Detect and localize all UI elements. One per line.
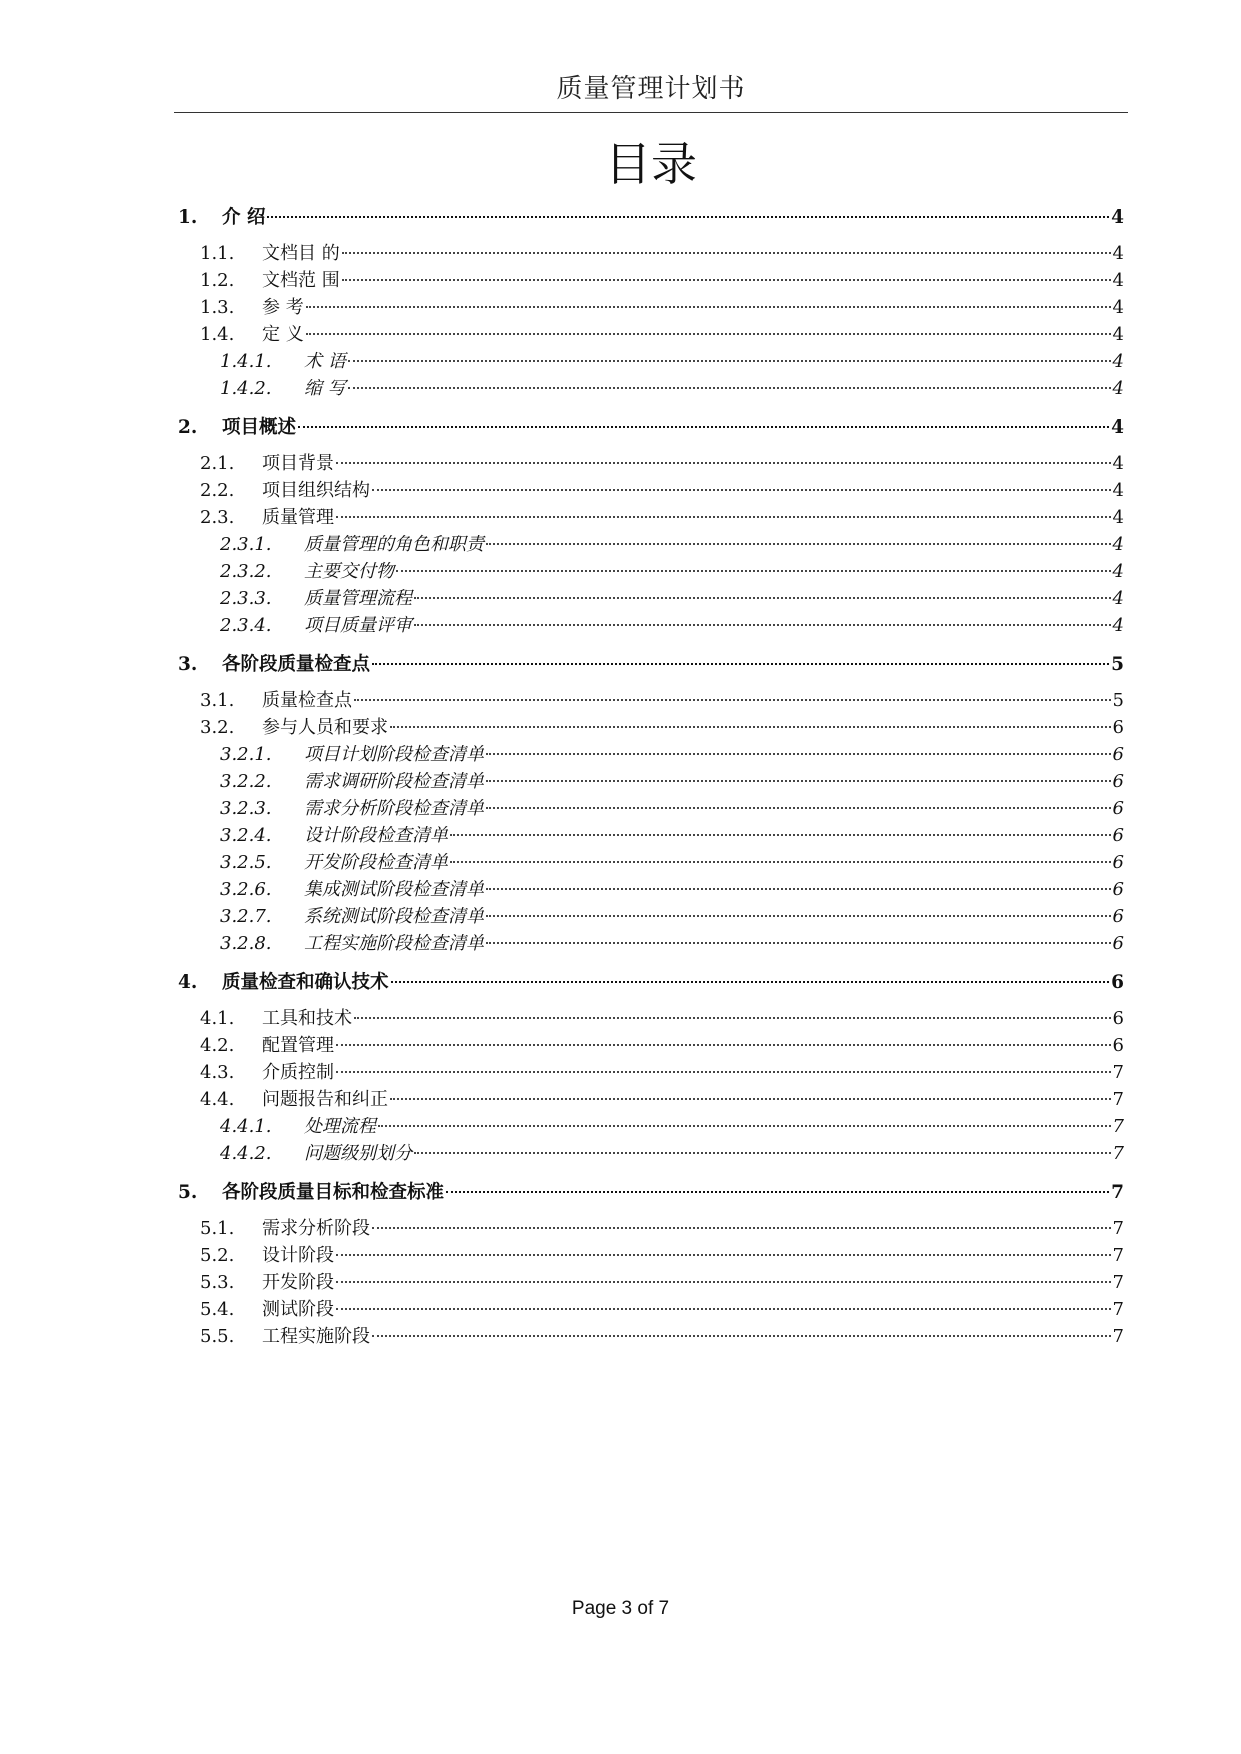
toc-dot-leader xyxy=(486,753,1111,755)
toc-entry-title: 需求分析阶段 xyxy=(262,1218,370,1239)
toc-entry-page-number: 7 xyxy=(1112,1272,1124,1293)
toc-entry-level-1[interactable] xyxy=(178,651,1124,679)
toc-entry-title: 需求调研阶段检查清单 xyxy=(304,771,484,792)
toc-entry-level-3[interactable] xyxy=(178,585,1124,612)
toc-entry-level-2[interactable] xyxy=(178,1215,1124,1242)
toc-entry-title: 开发阶段 xyxy=(262,1272,334,1293)
toc-entry-level-3[interactable] xyxy=(178,348,1124,375)
toc-dot-leader xyxy=(372,1227,1111,1229)
toc-entry-title: 参 考 xyxy=(262,297,304,318)
toc-entry-page-number: 4 xyxy=(1112,297,1124,318)
toc-dot-leader xyxy=(306,306,1111,308)
toc-dot-leader xyxy=(486,915,1111,917)
toc-entry-level-2[interactable] xyxy=(178,1269,1124,1296)
toc-entry-title: 参与人员和要求 xyxy=(262,717,388,738)
toc-entry-number: 4.4.2. xyxy=(220,1143,272,1164)
toc-entry-title: 质量检查点 xyxy=(262,690,352,711)
toc-entry-number: 3.2.8. xyxy=(220,933,272,954)
toc-entry-title: 开发阶段检查清单 xyxy=(304,852,448,873)
toc-entry-number: 3.2.5. xyxy=(220,852,272,873)
toc-dot-leader xyxy=(372,663,1109,665)
table-of-contents xyxy=(178,204,1124,1350)
toc-entry-level-2[interactable] xyxy=(178,267,1124,294)
page-header-title: 质量管理计划书 xyxy=(556,74,746,104)
toc-entry-level-1[interactable] xyxy=(178,414,1124,442)
toc-dot-leader xyxy=(446,1191,1109,1193)
header-divider xyxy=(174,112,1128,113)
toc-entry-level-2[interactable] xyxy=(178,714,1124,741)
toc-entry-number: 5. xyxy=(178,1182,198,1203)
toc-entry-title: 工程实施阶段 xyxy=(262,1326,370,1347)
toc-entry-title: 介 绍 xyxy=(222,207,266,228)
toc-dot-leader xyxy=(348,360,1111,362)
toc-entry-page-number: 7 xyxy=(1112,1299,1124,1320)
toc-entry-page-number: 4 xyxy=(1112,270,1124,291)
toc-dot-leader xyxy=(336,462,1111,464)
toc-entry-number: 1.2. xyxy=(200,270,235,291)
toc-dot-leader xyxy=(298,426,1109,428)
toc-entry-level-3[interactable] xyxy=(178,531,1124,558)
toc-entry-page-number: 4 xyxy=(1112,588,1124,609)
toc-entry-page-number: 6 xyxy=(1112,1035,1124,1056)
toc-entry-level-2[interactable] xyxy=(178,1323,1124,1350)
toc-entry-level-3[interactable] xyxy=(178,612,1124,639)
toc-entry-number: 3.2.4. xyxy=(220,825,272,846)
toc-entry-level-2[interactable] xyxy=(178,1005,1124,1032)
toc-entry-page-number: 7 xyxy=(1112,1326,1124,1347)
toc-entry-page-number: 7 xyxy=(1112,1062,1124,1083)
toc-dot-leader xyxy=(486,942,1111,944)
toc-entry-number: 4.3. xyxy=(200,1062,235,1083)
toc-entry-number: 2.3.4. xyxy=(220,615,272,636)
toc-entry-level-1[interactable] xyxy=(178,969,1124,997)
toc-entry-page-number: 7 xyxy=(1112,1116,1124,1137)
toc-entry-title: 质量管理流程 xyxy=(304,588,412,609)
toc-entry-level-2[interactable] xyxy=(178,1032,1124,1059)
toc-entry-title: 需求分析阶段检查清单 xyxy=(304,798,484,819)
toc-entry-page-number: 4 xyxy=(1112,351,1124,372)
toc-entry-title: 处理流程 xyxy=(304,1116,376,1137)
toc-entry-number: 3.2. xyxy=(200,717,235,738)
toc-entry-level-3[interactable] xyxy=(178,375,1124,402)
toc-entry-number: 3.2.3. xyxy=(220,798,272,819)
toc-entry-page-number: 4 xyxy=(1112,378,1124,399)
toc-dot-leader xyxy=(486,780,1111,782)
toc-entry-page-number: 4 xyxy=(1112,615,1124,636)
toc-entry-number: 4.4.1. xyxy=(220,1116,272,1137)
toc-entry-number: 5.5. xyxy=(200,1326,235,1347)
toc-entry-title: 项目质量评审 xyxy=(304,615,412,636)
toc-entry-title: 配置管理 xyxy=(262,1035,334,1056)
toc-entry-level-1[interactable] xyxy=(178,204,1124,232)
toc-entry-page-number: 7 xyxy=(1111,1182,1124,1203)
toc-entry-number: 3.1. xyxy=(200,690,235,711)
toc-entry-number: 1.1. xyxy=(200,243,235,264)
toc-entry-title: 各阶段质量目标和检查标准 xyxy=(222,1182,445,1203)
toc-entry-level-3[interactable] xyxy=(178,876,1124,903)
toc-dot-leader xyxy=(336,1254,1111,1256)
toc-entry-level-3[interactable] xyxy=(178,930,1124,957)
toc-entry-level-2[interactable] xyxy=(178,504,1124,531)
toc-entry-title: 介质控制 xyxy=(262,1062,334,1083)
toc-entry-number: 1. xyxy=(178,207,198,228)
toc-entry-title: 质量管理 xyxy=(262,507,334,528)
toc-entry-page-number: 5 xyxy=(1111,654,1124,675)
toc-entry-page-number: 6 xyxy=(1112,717,1124,738)
toc-entry-title: 术 语 xyxy=(304,351,346,372)
toc-entry-title: 质量管理的角色和职责 xyxy=(304,534,484,555)
toc-entry-level-3[interactable] xyxy=(178,1113,1124,1140)
toc-dot-leader xyxy=(336,1281,1111,1283)
toc-entry-number: 5.2. xyxy=(200,1245,235,1266)
toc-entry-level-2[interactable] xyxy=(178,1296,1124,1323)
toc-entry-title: 设计阶段检查清单 xyxy=(304,825,448,846)
toc-dot-leader xyxy=(372,489,1111,491)
toc-entry-title: 项目背景 xyxy=(262,453,334,474)
toc-entry-page-number: 6 xyxy=(1112,771,1124,792)
toc-entry-title: 各阶段质量检查点 xyxy=(222,654,371,675)
toc-dot-leader xyxy=(336,516,1111,518)
toc-entry-number: 5.4. xyxy=(200,1299,235,1320)
toc-entry-number: 3. xyxy=(178,654,198,675)
toc-dot-leader xyxy=(336,1044,1111,1046)
toc-dot-leader xyxy=(354,699,1111,701)
toc-entry-number: 2.3. xyxy=(200,507,235,528)
toc-entry-page-number: 4 xyxy=(1112,507,1124,528)
toc-entry-level-3[interactable] xyxy=(178,741,1124,768)
toc-entry-level-3[interactable] xyxy=(178,822,1124,849)
toc-entry-page-number: 4 xyxy=(1112,534,1124,555)
toc-entry-title: 系统测试阶段检查清单 xyxy=(304,906,484,927)
toc-entry-level-2[interactable] xyxy=(178,450,1124,477)
toc-dot-leader xyxy=(450,834,1111,836)
toc-entry-page-number: 4 xyxy=(1112,480,1124,501)
toc-entry-number: 1.4.1. xyxy=(220,351,272,372)
toc-entry-level-3[interactable] xyxy=(178,558,1124,585)
toc-dot-leader xyxy=(396,570,1111,572)
toc-entry-page-number: 4 xyxy=(1112,243,1124,264)
toc-entry-page-number: 6 xyxy=(1112,825,1124,846)
toc-entry-level-2[interactable] xyxy=(178,240,1124,267)
toc-dot-leader xyxy=(390,1098,1111,1100)
toc-entry-number: 4.1. xyxy=(200,1008,235,1029)
toc-dot-leader xyxy=(342,279,1111,281)
toc-entry-title: 设计阶段 xyxy=(262,1245,334,1266)
toc-entry-page-number: 6 xyxy=(1112,879,1124,900)
toc-entry-page-number: 4 xyxy=(1112,453,1124,474)
toc-dot-leader xyxy=(414,597,1111,599)
toc-entry-page-number: 4 xyxy=(1111,207,1124,228)
toc-entry-page-number: 6 xyxy=(1112,798,1124,819)
toc-entry-page-number: 5 xyxy=(1112,690,1124,711)
toc-heading: 目录 xyxy=(605,137,697,191)
toc-entry-level-2[interactable] xyxy=(178,321,1124,348)
toc-dot-leader xyxy=(486,807,1111,809)
toc-entry-page-number: 6 xyxy=(1112,933,1124,954)
toc-dot-leader xyxy=(391,981,1110,983)
toc-entry-title: 工具和技术 xyxy=(262,1008,352,1029)
toc-entry-number: 2.3.2. xyxy=(220,561,272,582)
toc-entry-number: 3.2.2. xyxy=(220,771,272,792)
toc-entry-number: 1.3. xyxy=(200,297,235,318)
toc-entry-number: 1.4. xyxy=(200,324,235,345)
toc-entry-title: 项目组织结构 xyxy=(262,480,370,501)
toc-entry-level-2[interactable] xyxy=(178,687,1124,714)
toc-entry-number: 2.2. xyxy=(200,480,235,501)
toc-entry-title: 问题报告和纠正 xyxy=(262,1089,388,1110)
toc-entry-page-number: 6 xyxy=(1111,972,1124,993)
toc-dot-leader xyxy=(306,333,1111,335)
toc-entry-page-number: 4 xyxy=(1112,561,1124,582)
toc-dot-leader xyxy=(486,543,1111,545)
toc-dot-leader xyxy=(378,1125,1111,1127)
toc-entry-number: 5.3. xyxy=(200,1272,235,1293)
page-number-footer: Page 3 of 7 xyxy=(571,1598,670,1619)
toc-entry-number: 2.3.3. xyxy=(220,588,272,609)
toc-dot-leader xyxy=(336,1308,1111,1310)
toc-entry-page-number: 7 xyxy=(1112,1143,1124,1164)
toc-dot-leader xyxy=(414,624,1111,626)
toc-entry-level-2[interactable] xyxy=(178,477,1124,504)
toc-entry-page-number: 4 xyxy=(1112,324,1124,345)
toc-entry-title: 主要交付物 xyxy=(304,561,394,582)
toc-dot-leader xyxy=(450,861,1111,863)
toc-entry-title: 项目计划阶段检查清单 xyxy=(304,744,484,765)
toc-entry-level-2[interactable] xyxy=(178,1242,1124,1269)
toc-entry-level-3[interactable] xyxy=(178,768,1124,795)
toc-entry-title: 定 义 xyxy=(262,324,304,345)
toc-entry-level-2[interactable] xyxy=(178,1086,1124,1113)
toc-entry-title: 工程实施阶段检查清单 xyxy=(304,933,484,954)
toc-entry-title: 文档目 的 xyxy=(262,243,340,264)
toc-entry-page-number: 6 xyxy=(1112,744,1124,765)
toc-entry-level-2[interactable] xyxy=(178,294,1124,321)
toc-entry-page-number: 6 xyxy=(1112,906,1124,927)
toc-entry-page-number: 7 xyxy=(1112,1245,1124,1266)
toc-entry-number: 3.2.6. xyxy=(220,879,272,900)
toc-entry-level-3[interactable] xyxy=(178,849,1124,876)
toc-dot-leader xyxy=(486,888,1111,890)
toc-entry-page-number: 6 xyxy=(1112,852,1124,873)
toc-entry-number: 4. xyxy=(178,972,198,993)
toc-entry-page-number: 6 xyxy=(1112,1008,1124,1029)
toc-entry-level-3[interactable] xyxy=(178,1140,1124,1167)
toc-entry-level-2[interactable] xyxy=(178,1059,1124,1086)
toc-entry-number: 2.3.1. xyxy=(220,534,272,555)
toc-dot-leader xyxy=(336,1071,1111,1073)
toc-entry-number: 2.1. xyxy=(200,453,235,474)
toc-entry-page-number: 7 xyxy=(1112,1089,1124,1110)
toc-entry-title: 问题级别划分 xyxy=(304,1143,412,1164)
toc-entry-number: 3.2.7. xyxy=(220,906,272,927)
toc-entry-number: 3.2.1. xyxy=(220,744,272,765)
toc-entry-number: 4.4. xyxy=(200,1089,235,1110)
toc-dot-leader xyxy=(342,252,1111,254)
toc-dot-leader xyxy=(267,216,1109,218)
toc-dot-leader xyxy=(354,1017,1111,1019)
toc-entry-page-number: 4 xyxy=(1111,417,1124,438)
toc-entry-title: 项目概述 xyxy=(222,417,297,438)
toc-entry-title: 集成测试阶段检查清单 xyxy=(304,879,484,900)
toc-entry-page-number: 7 xyxy=(1112,1218,1124,1239)
toc-dot-leader xyxy=(390,726,1111,728)
toc-entry-title: 测试阶段 xyxy=(262,1299,334,1320)
toc-entry-number: 4.2. xyxy=(200,1035,235,1056)
toc-entry-number: 2. xyxy=(178,417,198,438)
toc-entry-level-3[interactable] xyxy=(178,903,1124,930)
toc-entry-title: 缩 写 xyxy=(304,378,346,399)
toc-entry-title: 质量检查和确认技术 xyxy=(222,972,389,993)
toc-entry-title: 文档范 围 xyxy=(262,270,340,291)
toc-dot-leader xyxy=(414,1152,1111,1154)
toc-dot-leader xyxy=(348,387,1111,389)
toc-entry-level-1[interactable] xyxy=(178,1179,1124,1207)
toc-entry-level-3[interactable] xyxy=(178,795,1124,822)
toc-entry-number: 1.4.2. xyxy=(220,378,272,399)
toc-entry-number: 5.1. xyxy=(200,1218,235,1239)
toc-dot-leader xyxy=(372,1335,1111,1337)
